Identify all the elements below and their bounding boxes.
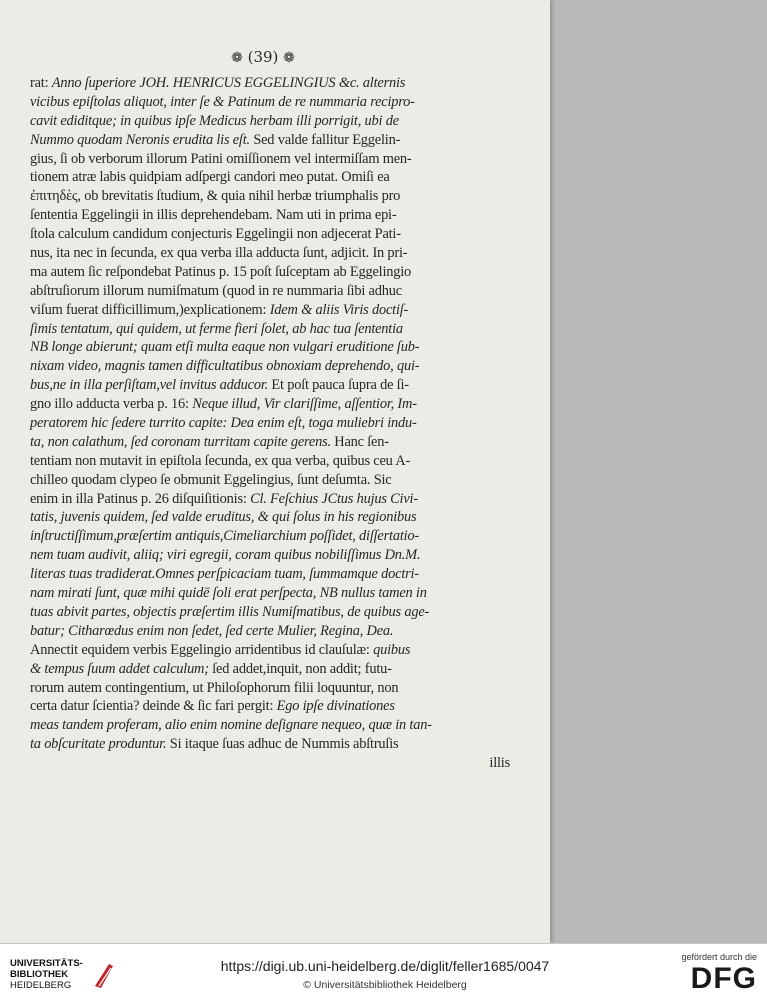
italic-segment: meas tandem proferam, alio enim nomine deſignare nequeo, quæ in tan- [30,717,432,734]
ornament-right-icon: ❁ [283,50,295,66]
italic-segment: nam mirati ſunt, quæ mihi quidē ſoli erat perſpecta, NB nullus tamen in [30,585,427,602]
roman-segment: Sed valde fallitur Eggelin- [249,131,401,148]
copyright-text: © Universitätsbibliothek Heidelberg [303,979,467,991]
text-line [30,697,524,716]
funding-note: gefördert durch die [681,952,757,962]
italic-segment: literas tuas tradiderat.Omnes perſpicaciam tuam, ſummamque doctri- [30,566,419,583]
text-line [30,433,524,452]
italic-segment: inſtructiſſimum,præſertim antiquis,Cimeliarchium poſſidet, diſſertatio- [30,528,419,545]
text-line [30,93,524,112]
roman-segment: certa datur ſcientia? deinde & ſic fari pergit: [30,698,277,715]
viewer-footer [0,943,767,1004]
roman-segment: Hanc ſen- [330,433,389,450]
document-url-link[interactable]: https://digi.ub.uni-heidelberg.de/diglit/feller1685/0047 [220,958,550,974]
roman-segment: gius, ſi ob verborum illorum Patini omiſſionem vel intermiſſam men- [30,150,412,167]
text-line [30,376,524,395]
italic-segment: bus,ne in illa perſiſtam,vel invitus adducor. [30,377,269,394]
italic-segment: quibus [373,641,411,658]
text-line [30,395,524,414]
text-line [30,471,524,490]
text-line [30,679,524,698]
text-line [30,74,524,93]
catchword: illis [489,755,510,772]
text-line [30,357,524,376]
ornament-left-icon: ❁ [231,50,243,66]
italic-segment: vicibus epiſtolas aliquot, inter ſe & Patinum de re nummaria recipro- [30,93,415,110]
text-line [30,301,524,320]
roman-segment: abſtruſiorum illorum numiſmatum (quod in re nummaria ſibi adhuc [30,282,402,299]
text-line [30,490,524,509]
roman-segment: nus, ita nec in ſecunda, ex qua verba illa adducta ſunt, adjicit. In pri- [30,245,408,262]
page-text [30,74,524,773]
page-header [218,48,308,66]
text-line [30,716,524,735]
roman-segment: tentiam non mutavit in epiſtola ſecunda, ex qua verba, quibus ceu A- [30,452,411,469]
text-line [30,414,524,433]
roman-segment: ma autem ſic reſpondebat Patinus p. 15 poſt ſuſceptam ab Eggelingio [30,263,412,280]
italic-segment: nixam video, magnis tamen difficultatibus obnoxiam deprehendo, qui- [30,358,420,375]
dfg-wordmark: DFG [690,962,757,995]
text-line [30,131,524,150]
text-line [30,150,524,169]
dfg-logo[interactable] [637,952,757,996]
italic-segment: tuas abivit partes, objectis præſertim illis Numiſmatibus, de quibus age- [30,603,430,620]
text-line [30,735,524,754]
italic-segment: Ego ipſe divinationes [276,698,395,715]
italic-segment: NB longe abierunt; quam etſi multa eaque non vulgari eruditione ſub- [30,339,420,356]
roman-segment: ſed addet,inquit, non addit; futu- [208,660,392,677]
text-line [30,244,524,263]
roman-segment: Et poſt pauca ſupra de ſi- [268,377,409,394]
text-line [30,622,524,641]
text-line [30,263,524,282]
italic-segment: batur; Citharœdus enim non ſedet, ſed certe Mulier, Regina, Dea. [30,622,394,639]
roman-segment: ἐπιτηδὲς, ob brevitatis ſtudium, & quia nihil herbæ triumphalis pro [30,188,401,205]
roman-segment: Annectit equidem verbis Eggelingio arridentibus id clauſulæ: [30,641,374,658]
italic-segment: Idem & aliis Viris doctiſ- [269,301,409,318]
roman-segment: ſententia Eggelingii in illis deprehendebam. Nam uti in prima epi- [30,207,397,224]
text-line [30,320,524,339]
text-line [30,168,524,187]
library-name: UNIVERSITÄTS- BIBLIOTHEK HEIDELBERG [10,958,83,991]
text-line [30,603,524,622]
text-line [30,584,524,603]
text-line [30,338,524,357]
text-line [30,206,524,225]
text-line [30,527,524,546]
library-logo[interactable] [10,958,119,991]
text-line [30,565,524,584]
text-line [30,508,524,527]
italic-segment: cavit ediditque; in quibus ipſe Medicus herbam illi porrigit, ubi de [30,112,399,129]
italic-segment: Cl. Feſchius JCtus hujus Civi- [250,490,418,507]
italic-segment: Anno ſuperiore JOH. HENRICUS EGGELINGIUS &c. alternis [51,75,406,91]
roman-segment: tionem atræ labis quidpiam adſpergi candori meo putat. Omiſi ea [30,169,390,186]
italic-segment: nem tuam audivit, aliiq; viri egregii, coram quibus nobiliſſimus Dn.M. [30,547,421,564]
text-line [30,187,524,206]
text-line [30,225,524,244]
text-line [30,641,524,660]
roman-segment: enim in illa Patinus p. 26 diſquiſitionis: [30,490,251,507]
italic-segment: ſimis tentatum, qui quidem, ut ferme fieri ſolet, ab hac tua ſententia [30,320,403,337]
text-line [30,282,524,301]
italic-segment: peratorem hic ſedere turrito capite: Dea enim eſt, toga muliebri indu- [30,415,417,432]
roman-segment: gno illo adducta verba p. 16: [30,396,193,413]
italic-segment: ta, non calathum, ſed coronam turritam capite gerens. [30,433,331,450]
italic-segment: ta obſcuritate produntur. [30,736,167,753]
text-line [30,546,524,565]
library-emblem-icon [89,960,119,990]
roman-segment: viſum fuerat difficillimum,)explicationem: [30,301,270,318]
italic-segment: & tempus ſuum addet calculum; [30,660,209,677]
text-line [30,660,524,679]
roman-segment: Si itaque ſuas adhuc de Nummis abſtruſis [166,736,399,753]
roman-segment: ſtola calculum candidum conjecturis Eggelingii non adjecerat Pati- [30,226,401,243]
text-line [30,112,524,131]
roman-segment: rorum autem contingentium, ut Philoſophorum filii loquuntur, non [30,679,399,696]
page-number: (39) [247,48,279,66]
roman-segment: rat: [30,75,52,91]
italic-segment: tatis, juvenis quidem, ſed valde eruditus, & qui ſolus in his regionibus [30,509,417,526]
italic-segment: Nummo quodam Neronis erudita lis eſt. [30,131,250,148]
roman-segment: chilleo quodam clypeo ſe obmunit Eggelingius, ſunt deſumta. Sic [30,471,392,488]
text-line [30,452,524,471]
italic-segment: Neque illud, Vir clariſſime, aſſentior, Im- [192,396,417,413]
